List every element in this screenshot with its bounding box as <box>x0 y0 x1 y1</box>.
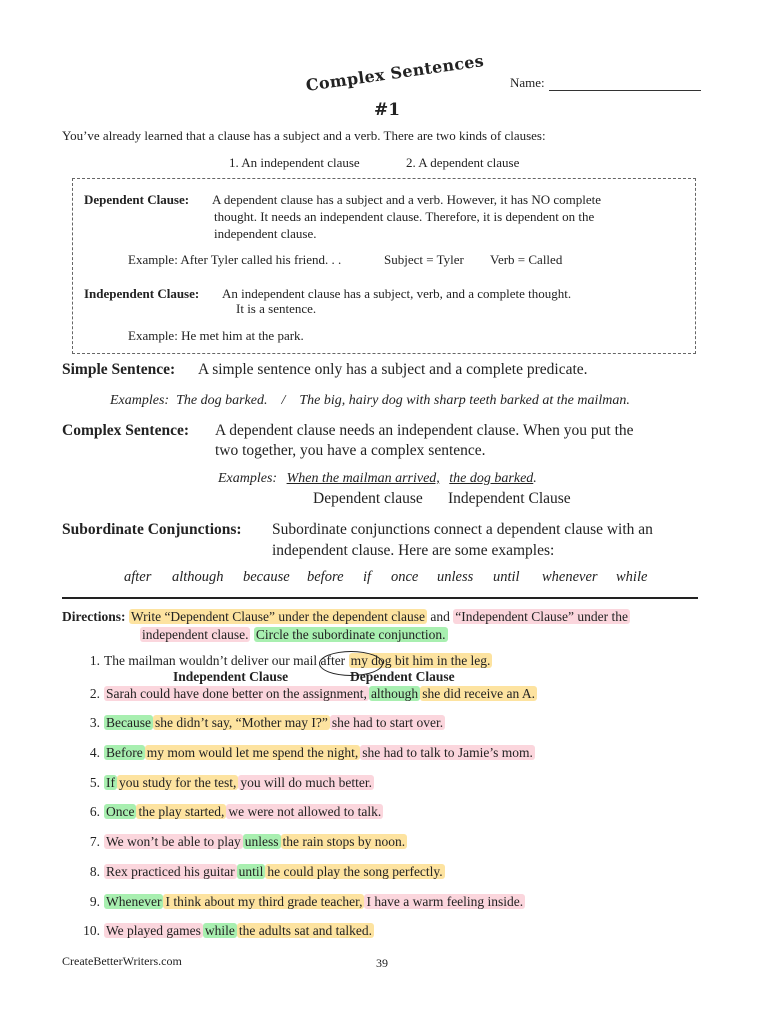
sentence-conjunction: Before <box>106 745 143 760</box>
label-independent-clause: Independent Clause <box>448 490 571 507</box>
sentence-independent: Sarah could have done better on the assignment, <box>106 686 367 701</box>
answer-label-dependent: Dependent Clause <box>350 669 455 684</box>
name-line[interactable] <box>549 76 701 91</box>
dependent-clause-label: Dependent Clause: <box>84 192 190 207</box>
sentence-dependent: she didn’t say, “Mother may I?” <box>154 715 328 730</box>
sentence-conjunction: Because <box>106 715 151 730</box>
directions-part4: independent clause. <box>142 627 249 642</box>
sentence-number: 3. <box>89 715 100 730</box>
dependent-verb: Verb = Called <box>490 252 563 267</box>
clause-kind-2: 2. A dependent clause <box>406 155 520 170</box>
label-dependent-clause: Dependent clause <box>313 490 423 507</box>
name-field[interactable] <box>510 74 701 91</box>
sentence-number: 10. <box>83 923 100 938</box>
sentence-conjunction: unless <box>244 834 279 849</box>
complex-sentence-def-line1: A dependent clause needs an independent clause. When you put the <box>215 422 634 439</box>
dependent-subject: Subject = Tyler <box>384 252 464 267</box>
sentence-dependent: my dog bit him in the leg. <box>350 653 491 668</box>
independent-def-line1: An independent clause has a subject, verb, and a complete thought. <box>222 286 572 301</box>
sentence-number: 5. <box>89 775 100 790</box>
sentence-dependent: I think about my third grade teacher, <box>165 894 363 909</box>
worksheet-title <box>300 51 486 126</box>
sentence-independent: we were not allowed to talk. <box>228 804 382 819</box>
sentence-independent: I have a warm feeling inside. <box>366 894 524 909</box>
dependent-def-line1: A dependent clause has a subject and a verb. However, it has NO complete <box>212 192 601 207</box>
name-label: Name: <box>510 75 545 90</box>
sentence-conjunction: If <box>106 775 115 790</box>
page-number: 39 <box>376 956 388 970</box>
conjunction-word: before <box>307 569 344 585</box>
clause-kind-1: 1. An independent clause <box>229 155 360 170</box>
sentence-independent: Rex practiced his guitar <box>106 864 235 879</box>
sentence-item <box>76 803 383 821</box>
sentence-independent: We played games <box>106 923 201 938</box>
sentence-number: 1. <box>89 653 100 668</box>
sentence-number: 8. <box>89 864 100 879</box>
directions-line1 <box>62 608 630 626</box>
subordinate-def-line2: independent clause. Here are some examples: <box>272 542 555 559</box>
sentence-number: 6. <box>89 804 100 819</box>
conjunction-word: once <box>391 569 419 585</box>
dependent-def-line2: thought. It needs an independent clause. Therefore, it is dependent on the <box>214 209 595 224</box>
conjunction-word: although <box>172 569 224 585</box>
sentence-dependent: the adults sat and talked. <box>238 923 372 938</box>
directions-part2: and <box>430 609 450 624</box>
sentence-conjunction: Whenever <box>106 894 162 909</box>
sentence-number: 4. <box>89 745 100 760</box>
sentence-conjunction: Once <box>106 804 135 819</box>
conjunction-word: because <box>243 569 290 585</box>
sentence-item <box>76 685 537 703</box>
sentence-conjunction: until <box>238 864 264 879</box>
conjunction-word: after <box>124 569 152 585</box>
sentence-dependent: you study for the test, <box>119 775 237 790</box>
sentence-number: 2. <box>89 686 100 701</box>
complex-sentence-def-line2: two together, you have a complex sentence. <box>215 442 486 459</box>
independent-def-line2: It is a sentence. <box>236 301 317 316</box>
sentence-dependent: the play started, <box>138 804 225 819</box>
conjunction-word: unless <box>437 569 474 585</box>
answer-label-independent: Independent Clause <box>173 669 289 684</box>
sentence-conjunction: while <box>204 923 235 938</box>
sentence-number: 9. <box>89 894 100 909</box>
sentence-independent: We won’t be able to play <box>106 834 241 849</box>
intro-text: You’ve already learned that a clause has a subject and a verb. There are two kinds of clauses: <box>62 128 546 143</box>
complex-sentence-label: Complex Sentence: <box>62 422 189 439</box>
sentence-dependent: my mom would let me spend the night, <box>146 745 359 760</box>
sentence-item <box>76 922 374 940</box>
sentence-independent: you will do much better. <box>240 775 372 790</box>
conjunction-word: until <box>493 569 520 585</box>
conjunction-word: if <box>363 569 372 585</box>
sentence-dependent: she did receive an A. <box>422 686 536 701</box>
directions-part5: Circle the subordinate conjunction. <box>255 627 446 642</box>
sentence-independent: The mailman wouldn’t deliver our mail <box>104 653 318 668</box>
complex-sentence-example <box>218 470 537 488</box>
sentence-item <box>76 893 525 911</box>
conjunction-word-bank <box>0 569 768 591</box>
simple-sentence-examples: Examples: The dog barked. / The big, hairy dog with sharp teeth barked at the mailman. <box>110 393 630 408</box>
sentence-dependent: he could play the song perfectly. <box>267 864 443 879</box>
footer-site: CreateBetterWriters.com <box>62 954 182 968</box>
sentence-conjunction: after <box>320 653 346 668</box>
directions-label: Directions: <box>62 609 126 624</box>
conjunction-word: whenever <box>542 569 598 585</box>
sentence-conjunction: although <box>370 686 419 701</box>
title-line1: Complex Sentences <box>304 51 486 95</box>
sentence-independent: she had to talk to Jamie’s mom. <box>362 745 533 760</box>
dependent-def-line3: independent clause. <box>214 226 317 241</box>
subordinate-conjunctions-label: Subordinate Conjunctions: <box>62 521 242 538</box>
independent-example: Example: He met him at the park. <box>128 328 304 343</box>
title-line2: #1 <box>374 100 401 120</box>
sentence-item <box>76 774 374 792</box>
simple-sentence-def: A simple sentence only has a subject and a complete predicate. <box>198 361 588 378</box>
sentence-number: 7. <box>89 834 100 849</box>
subordinate-def-line1: Subordinate conjunctions connect a dependent clause with an <box>272 521 653 538</box>
sentence-item <box>76 833 407 851</box>
independent-clause-label: Independent Clause: <box>84 286 200 301</box>
example-independent-clause: the dog barked <box>449 471 534 486</box>
directions-line2 <box>140 626 448 644</box>
sentence-item <box>76 714 445 732</box>
sentence-dependent: the rain stops by noon. <box>282 834 406 849</box>
directions-part3: “Independent Clause” under the <box>455 609 629 624</box>
simple-sentence-label: Simple Sentence: <box>62 361 176 378</box>
sentence-item <box>76 744 535 762</box>
dependent-example: Example: After Tyler called his friend. . . <box>128 252 342 267</box>
directions-part1: Write “Dependent Clause” under the dependent clause <box>130 609 425 624</box>
examples-prefix: Examples: <box>218 471 278 486</box>
example-dependent-clause: When the mailman arrived, <box>286 471 440 486</box>
conjunction-word: while <box>616 569 648 585</box>
sentence-item <box>76 863 445 881</box>
example-period: . <box>533 471 537 486</box>
sentence-independent: she had to start over. <box>331 715 444 730</box>
section-divider <box>62 597 698 599</box>
